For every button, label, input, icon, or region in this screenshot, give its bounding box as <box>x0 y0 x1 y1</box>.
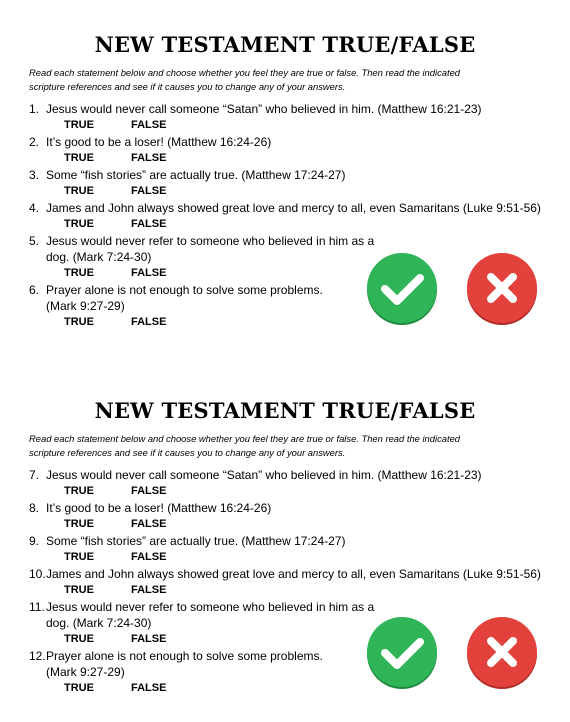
question-item <box>0 566 570 582</box>
question-text: Some “fish stories” are actually true. (Matthew 17:24-27) <box>46 168 346 182</box>
question-number: 9. <box>29 534 40 548</box>
question-text: Jesus would never refer to someone who believed in him as a <box>46 234 375 248</box>
check-icon <box>365 616 439 690</box>
worksheet-title: NEW TESTAMENT TRUE/FALSE <box>94 398 476 423</box>
question-text: James and John always showed great love and mercy to all, even Samaritans (Luke 9:51-56) <box>46 201 541 215</box>
instructions-line-1: Read each statement below and choose whether you feel they are true or false. Then read the indicated <box>29 433 460 444</box>
true-option[interactable]: TRUE <box>64 218 94 230</box>
worksheet-title: NEW TESTAMENT TRUE/FALSE <box>94 32 476 57</box>
question-number: 10. <box>29 567 46 581</box>
question-item <box>0 467 570 483</box>
true-option[interactable]: TRUE <box>64 633 94 645</box>
false-option[interactable]: FALSE <box>131 316 167 328</box>
question-text: Prayer alone is not enough to solve some problems. <box>46 283 323 297</box>
question-number: 3. <box>29 168 40 182</box>
cross-icon <box>465 252 539 326</box>
true-option[interactable]: TRUE <box>64 267 94 279</box>
false-option[interactable]: FALSE <box>131 682 167 694</box>
false-option[interactable]: FALSE <box>131 485 167 497</box>
question-text: It’s good to be a loser! (Matthew 16:24-26) <box>46 501 272 515</box>
question-text: Jesus would never call someone “Satan” who believed in him. (Matthew 16:21-23) <box>46 468 482 482</box>
question-text-continued: (Mark 9:27-29) <box>46 299 125 313</box>
false-option[interactable]: FALSE <box>131 218 167 230</box>
question-text-continued: dog. (Mark 7:24-30) <box>46 616 152 630</box>
true-false-options <box>0 582 570 599</box>
question-text: James and John always showed great love and mercy to all, even Samaritans (Luke 9:51-56) <box>46 567 541 581</box>
instructions <box>29 66 549 94</box>
worksheet-bottom <box>0 396 570 694</box>
question-number: 2. <box>29 135 40 149</box>
true-false-options <box>0 516 570 533</box>
true-option[interactable]: TRUE <box>64 518 94 530</box>
true-option[interactable]: TRUE <box>64 682 94 694</box>
true-option[interactable]: TRUE <box>64 119 94 131</box>
true-option[interactable]: TRUE <box>64 316 94 328</box>
question-number: 5. <box>29 234 40 248</box>
question-text: Prayer alone is not enough to solve some problems. <box>46 649 323 663</box>
worksheet-top <box>0 30 570 328</box>
question-text: Jesus would never refer to someone who believed in him as a <box>46 600 375 614</box>
true-false-options <box>0 216 570 233</box>
true-option[interactable]: TRUE <box>64 584 94 596</box>
question-item <box>0 200 570 216</box>
question-text-continued: dog. (Mark 7:24-30) <box>46 250 152 264</box>
question-item <box>0 167 570 183</box>
question-number: 1. <box>29 102 40 116</box>
question-item <box>0 134 570 150</box>
question-number: 12. <box>29 649 46 663</box>
question-item <box>0 533 570 549</box>
question-text: Jesus would never call someone “Satan” who believed in him. (Matthew 16:21-23) <box>46 102 482 116</box>
question-text: It’s good to be a loser! (Matthew 16:24-26) <box>46 135 272 149</box>
question-number: 6. <box>29 283 40 297</box>
question-text-continued: (Mark 9:27-29) <box>46 665 125 679</box>
instructions <box>29 432 549 460</box>
true-option[interactable]: TRUE <box>64 551 94 563</box>
false-option[interactable]: FALSE <box>131 518 167 530</box>
true-false-options <box>0 483 570 500</box>
instructions-line-1: Read each statement below and choose whether you feel they are true or false. Then read the indicated <box>29 67 460 78</box>
true-false-options <box>0 183 570 200</box>
check-icon <box>365 252 439 326</box>
instructions-line-2: scripture references and see if it causes you to change any of your answers. <box>29 81 346 92</box>
question-item <box>0 101 570 117</box>
question-item <box>0 500 570 516</box>
false-option[interactable]: FALSE <box>131 119 167 131</box>
true-false-options <box>0 117 570 134</box>
true-false-options <box>0 150 570 167</box>
false-option[interactable]: FALSE <box>131 152 167 164</box>
true-option[interactable]: TRUE <box>64 185 94 197</box>
false-option[interactable]: FALSE <box>131 584 167 596</box>
false-option[interactable]: FALSE <box>131 633 167 645</box>
question-number: 11. <box>29 600 45 614</box>
false-option[interactable]: FALSE <box>131 185 167 197</box>
question-number: 4. <box>29 201 40 215</box>
cross-icon <box>465 616 539 690</box>
true-false-options <box>0 549 570 566</box>
false-option[interactable]: FALSE <box>131 551 167 563</box>
true-option[interactable]: TRUE <box>64 152 94 164</box>
question-number: 8. <box>29 501 40 515</box>
true-option[interactable]: TRUE <box>64 485 94 497</box>
question-number: 7. <box>29 468 40 482</box>
question-text: Some “fish stories” are actually true. (Matthew 17:24-27) <box>46 534 346 548</box>
instructions-line-2: scripture references and see if it causes you to change any of your answers. <box>29 447 346 458</box>
false-option[interactable]: FALSE <box>131 267 167 279</box>
